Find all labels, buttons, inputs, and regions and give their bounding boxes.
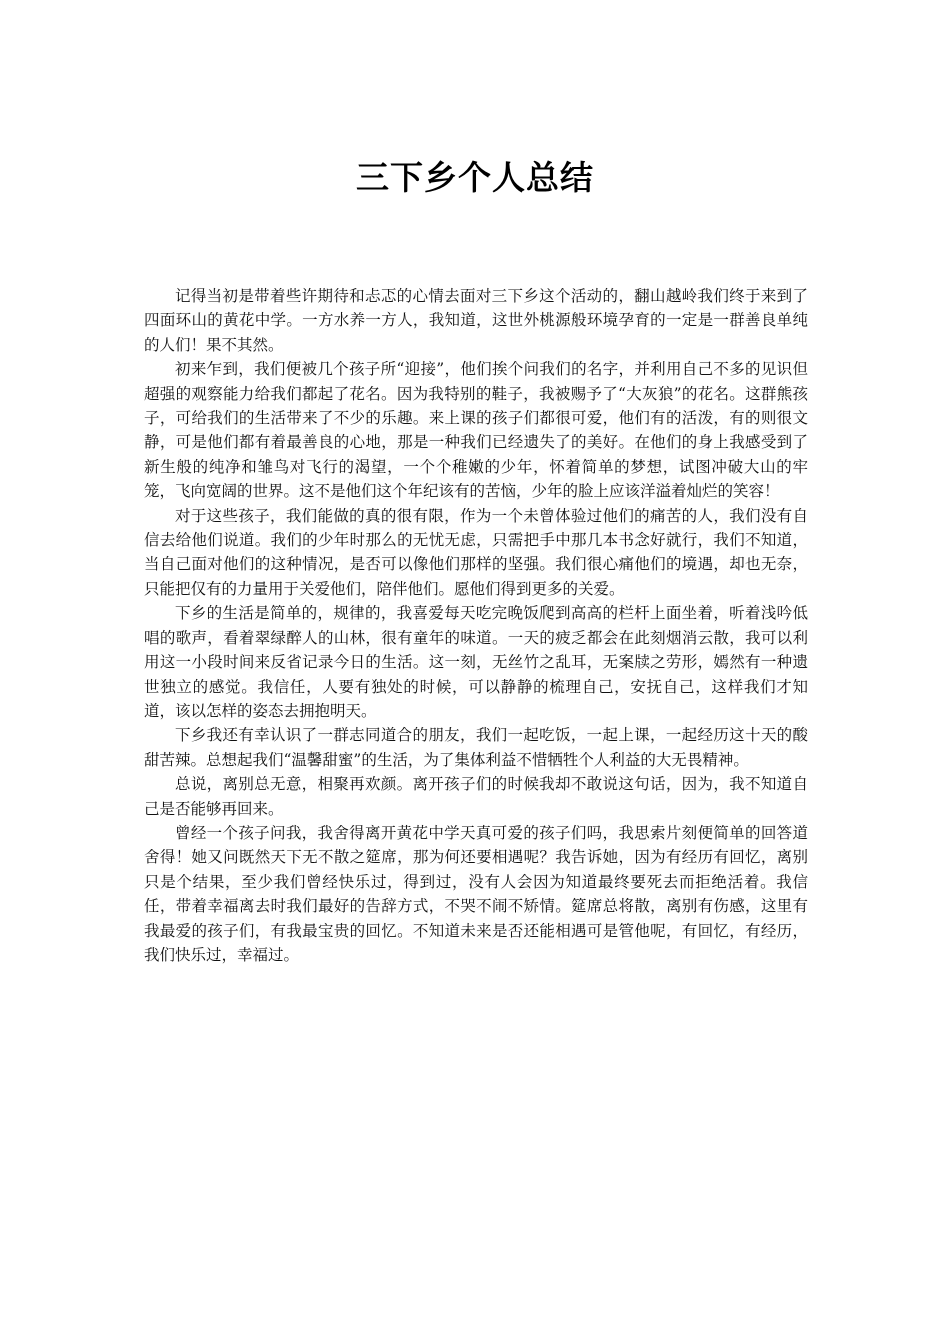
paragraph: 初来乍到，我们便被几个孩子所“迎接”，他们挨个问我们的名字，并利用自己不多的见识但超强的观察能力给我们都起了花名。因为我特别的鞋子，我被赐予了“大灰狼”的花名。这群熊孩子，可给我们的生活带来了不少的乐趣。来上课的孩子们都很可爱，他们有的活泼，有的则很文静，可是他们都有着最善良的心地，那是一种我们已经遗失了的美好。在他们的身上我感受到了新生般的纯净和雏鸟对飞行的渴望，一个个稚嫩的少年，怀着简单的梦想，试图冲破大山的牢笼，飞向宽阔的世界。这不是他们这个年纪该有的苦恼，少年的脸上应该洋溢着灿烂的笑容！ <box>144 360 808 501</box>
paragraph: 总说，离别总无意，相聚再欢颜。离开孩子们的时候我却不敢说这句话，因为，我不知道自己是否能够再回来。 <box>144 775 808 818</box>
document-body <box>144 284 808 967</box>
document-title: 三下乡个人总结 <box>356 158 594 197</box>
paragraph: 曾经一个孩子问我，我舍得离开黄花中学天真可爱的孩子们吗，我思索片刻便简单的回答道舍得！她又问既然天下无不散之筵席，那为何还要相遇呢？我告诉她，因为有经历有回忆，离别只是个结果，至少我们曾经快乐过，得到过，没有人会因为知道最终要死去而拒绝活着。我信任，带着幸福离去时我们最好的告辞方式，不哭不闹不矫情。筵席总将散，离别有伤感，这里有我最爱的孩子们，有我最宝贵的回忆。不知道未来是否还能相遇可是管他呢，有回忆，有经历，我们快乐过，幸福过。 <box>144 823 808 964</box>
paragraph: 记得当初是带着些许期待和忐忑的心情去面对三下乡这个活动的，翻山越岭我们终于来到了四面环山的黄花中学。一方水养一方人，我知道，这世外桃源般环境孕育的一定是一群善良单纯的人们！果不其然。 <box>144 287 808 354</box>
paragraph: 下乡我还有幸认识了一群志同道合的朋友，我们一起吃饭，一起上课，一起经历这十天的酸甜苦辣。总想起我们“温馨甜蜜”的生活，为了集体利益不惜牺牲个人利益的大无畏精神。 <box>144 726 808 769</box>
paragraph: 对于这些孩子，我们能做的真的很有限，作为一个未曾体验过他们的痛苦的人，我们没有自信去给他们说道。我们的少年时那么的无忧无虑，只需把手中那几本书念好就行，我们不知道，当自己面对他们的这种情况，是否可以像他们那样的坚强。我们很心痛他们的境遇，却也无奈，只能把仅有的力量用于关爱他们，陪伴他们。愿他们得到更多的关爱。 <box>144 506 808 598</box>
paragraph: 下乡的生活是简单的，规律的，我喜爱每天吃完晚饭爬到高高的栏杆上面坐着，听着浅吟低唱的歌声，看着翠绿醉人的山林，很有童年的味道。一天的疲乏都会在此刻烟消云散，我可以利用这一小段时间来反省记录今日的生活。这一刻，无丝竹之乱耳，无案牍之劳形，嫣然有一种遗世独立的感觉。我信任，人要有独处的时候，可以静静的梳理自己，安抚自己，这样我们才知道，该以怎样的姿态去拥抱明天。 <box>144 604 808 720</box>
